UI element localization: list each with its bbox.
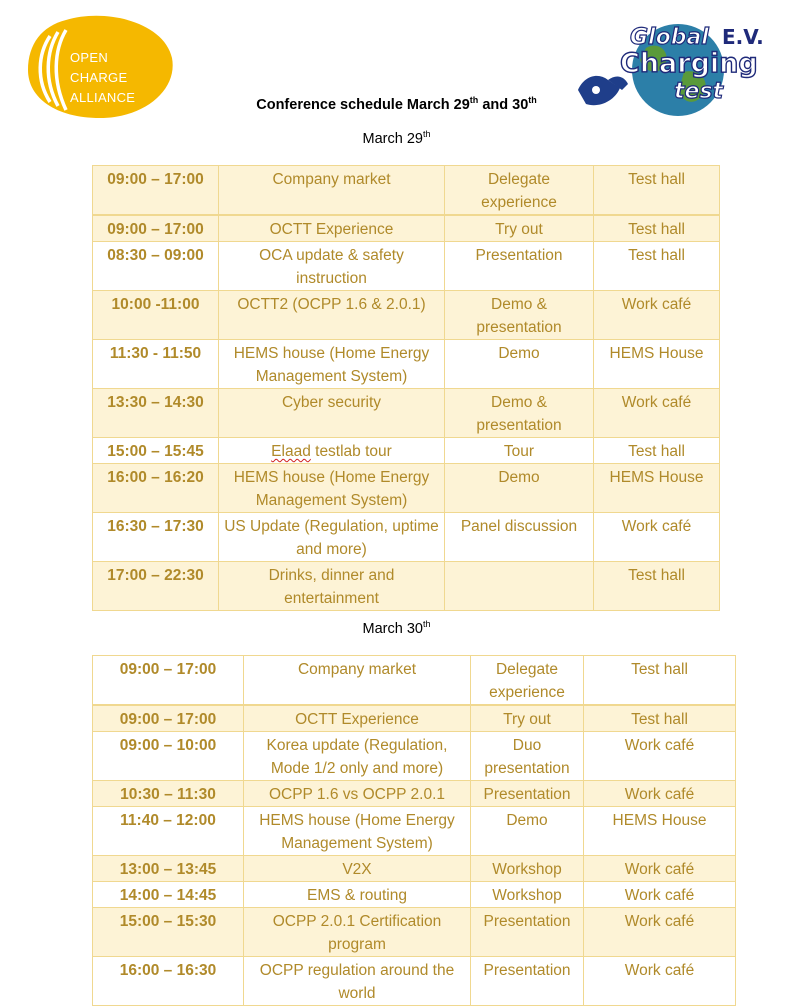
activity-cell: OCPP regulation around the world [244,957,471,1006]
type-cell: Workshop [471,856,584,882]
location-cell: Test hall [594,215,720,242]
activity-cell: HEMS house (Home Energy Management System) [219,340,445,389]
activity-cell: HEMS house (Home Energy Management System) [244,807,471,856]
type-cell: Demo & presentation [445,291,594,340]
table-row [93,656,736,706]
time-cell: 09:00 – 17:00 [93,656,244,706]
type-cell [445,562,594,611]
location-cell: Test hall [584,656,736,706]
location-cell: HEMS House [584,807,736,856]
time-cell: 09:00 – 17:00 [93,215,219,242]
location-cell: Work café [584,732,736,781]
type-cell: Panel discussion [445,513,594,562]
time-cell: 15:00 – 15:30 [93,908,244,957]
type-cell: Try out [445,215,594,242]
oca-line-1: OPEN [70,50,109,65]
table-row [93,807,736,856]
time-cell: 09:00 – 17:00 [93,705,244,732]
type-cell: Demo [445,464,594,513]
table-row [93,957,736,1006]
time-cell: 08:30 – 09:00 [93,242,219,291]
activity-cell: OCPP 1.6 vs OCPP 2.0.1 [244,781,471,807]
activity-cell: EMS & routing [244,882,471,908]
table-row [93,389,720,438]
type-cell: Demo & presentation [445,389,594,438]
activity-cell: V2X [244,856,471,882]
ev-logo-test: test [674,79,724,104]
location-cell: Test hall [584,705,736,732]
ev-logo-ev: E.V. [722,25,764,49]
activity-cell: Cyber security [219,389,445,438]
table-row [93,908,736,957]
table-row [93,340,720,389]
table-row [93,242,720,291]
time-cell: 16:00 – 16:20 [93,464,219,513]
location-cell: Work café [594,291,720,340]
activity-cell: Company market [244,656,471,706]
table-row [93,732,736,781]
time-cell: 10:30 – 11:30 [93,781,244,807]
oca-line-2: CHARGE [70,70,128,85]
activity-cell: US Update (Regulation, uptime and more) [219,513,445,562]
location-cell: Work café [584,856,736,882]
location-cell: Work café [584,882,736,908]
table-row [93,513,720,562]
schedule-table-day-1 [92,165,720,611]
table-row [93,882,736,908]
schedule-table-day-2 [92,655,736,1006]
location-cell: HEMS House [594,340,720,389]
table-row [93,781,736,807]
time-cell: 13:30 – 14:30 [93,389,219,438]
time-cell: 13:00 – 13:45 [93,856,244,882]
type-cell: Delegate experience [471,656,584,706]
day-2-heading: March 30th [362,619,431,637]
table-row [93,562,720,611]
location-cell: Test hall [594,562,720,611]
time-cell: 16:00 – 16:30 [93,957,244,1006]
location-cell: HEMS House [594,464,720,513]
type-cell: Duo presentation [471,732,584,781]
activity-cell: Elaad testlab tour [219,438,445,464]
location-cell: Test hall [594,166,720,216]
time-cell: 10:00 -11:00 [93,291,219,340]
misspelled-word: Elaad [271,443,311,460]
time-cell: 09:00 – 17:00 [93,166,219,216]
type-cell: Presentation [471,781,584,807]
type-cell: Delegate experience [445,166,594,216]
day-1-heading: March 29th [362,129,431,147]
document-title: Conference schedule March 29th and 30th [256,95,537,113]
type-cell: Presentation [445,242,594,291]
type-cell: Presentation [471,957,584,1006]
activity-cell: Drinks, dinner and entertainment [219,562,445,611]
type-cell: Tour [445,438,594,464]
oca-line-3: ALLIANCE [70,90,136,105]
location-cell: Test hall [594,438,720,464]
time-cell: 11:40 – 12:00 [93,807,244,856]
type-cell: Presentation [471,908,584,957]
time-cell: 15:00 – 15:45 [93,438,219,464]
table-row [93,166,720,216]
type-cell: Workshop [471,882,584,908]
time-cell: 17:00 – 22:30 [93,562,219,611]
ev-logo-charging: Charging [620,48,758,79]
table-row [93,856,736,882]
activity-cell: OCTT Experience [219,215,445,242]
location-cell: Work café [584,908,736,957]
time-cell: 09:00 – 10:00 [93,732,244,781]
ev-logo-global: Global [630,25,709,50]
location-cell: Work café [584,781,736,807]
activity-cell: OCPP 2.0.1 Certification program [244,908,471,957]
location-cell: Test hall [594,242,720,291]
table-row [93,438,720,464]
activity-cell: OCTT Experience [244,705,471,732]
table-row [93,215,720,242]
time-cell: 16:30 – 17:30 [93,513,219,562]
type-cell: Demo [445,340,594,389]
table-row [93,705,736,732]
activity-cell: HEMS house (Home Energy Management System) [219,464,445,513]
table-row [93,464,720,513]
activity-cell: Korea update (Regulation, Mode 1/2 only and more) [244,732,471,781]
activity-cell: OCTT2 (OCPP 1.6 & 2.0.1) [219,291,445,340]
location-cell: Work café [584,957,736,1006]
type-cell: Demo [471,807,584,856]
time-cell: 14:00 – 14:45 [93,882,244,908]
table-row [93,291,720,340]
activity-cell: OCA update & safety instruction [219,242,445,291]
location-cell: Work café [594,389,720,438]
type-cell: Try out [471,705,584,732]
activity-cell: Company market [219,166,445,216]
location-cell: Work café [594,513,720,562]
time-cell: 11:30 - 11:50 [93,340,219,389]
